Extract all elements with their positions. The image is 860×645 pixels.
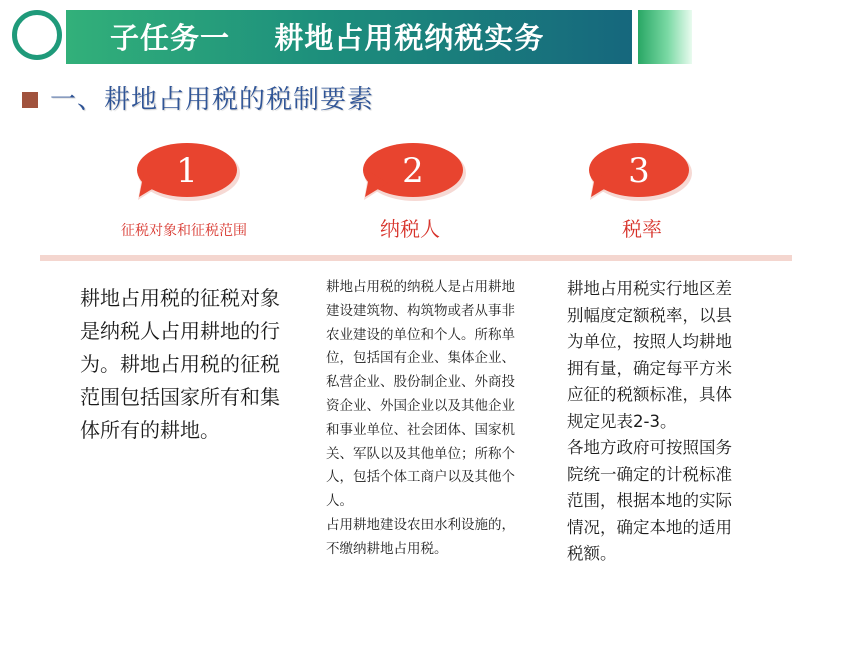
column-label-2: 纳税人 bbox=[380, 217, 440, 241]
title-decoration bbox=[638, 10, 692, 64]
number-bubble-3 bbox=[588, 142, 696, 204]
column-label-3: 税率 bbox=[622, 217, 662, 241]
paragraph: 耕地占用税实行地区差别幅度定额税率，以县为单位，按照人均耕地拥有量，确定每平方米应征的税额标准，具体规定见表2-3。 bbox=[567, 279, 732, 431]
paragraph: 各地方政府可按照国务院统一确定的计税标准范围，根据本地的实际情况，确定本地的适用税额。 bbox=[567, 438, 732, 563]
column-label-1: 征税对象和征税范围 bbox=[121, 223, 247, 239]
logo-ring-icon bbox=[12, 10, 62, 60]
paragraph: 耕地占用税的纳税人是占用耕地建设建筑物、构筑物或者从事非农业建设的单位和个人。所称单位，包括国有企业、集体企业、私营企业、股份制企业、外商投资企业、外国企业以及其他企业和事业单位、社会团体、国家机关、军队以及其他单位；所称个人，包括个体工商户以及其他个人。 bbox=[326, 279, 515, 510]
section-heading: 一、耕地占用税的税制要素 bbox=[50, 85, 375, 115]
bubble-number: 1 bbox=[176, 151, 198, 191]
bubble-number: 2 bbox=[402, 151, 424, 191]
square-bullet-icon bbox=[22, 92, 38, 108]
bubble-number: 3 bbox=[628, 151, 650, 191]
paragraph: 占用耕地建设农田水利设施的，不缴纳耕地占用税。 bbox=[326, 516, 515, 557]
paragraph: 耕地占用税的征税对象是纳税人占用耕地的行为。耕地占用税的征税范围包括国家所有和集体所有的耕地。 bbox=[80, 286, 280, 442]
divider bbox=[40, 255, 792, 261]
column-2-text bbox=[326, 276, 522, 562]
column-1-text bbox=[80, 282, 280, 447]
page-title: 子任务一 耕地占用税纳税实务 bbox=[110, 21, 545, 55]
number-bubble-1 bbox=[136, 142, 244, 204]
number-bubble-2 bbox=[362, 142, 470, 204]
column-3-text bbox=[567, 276, 747, 568]
